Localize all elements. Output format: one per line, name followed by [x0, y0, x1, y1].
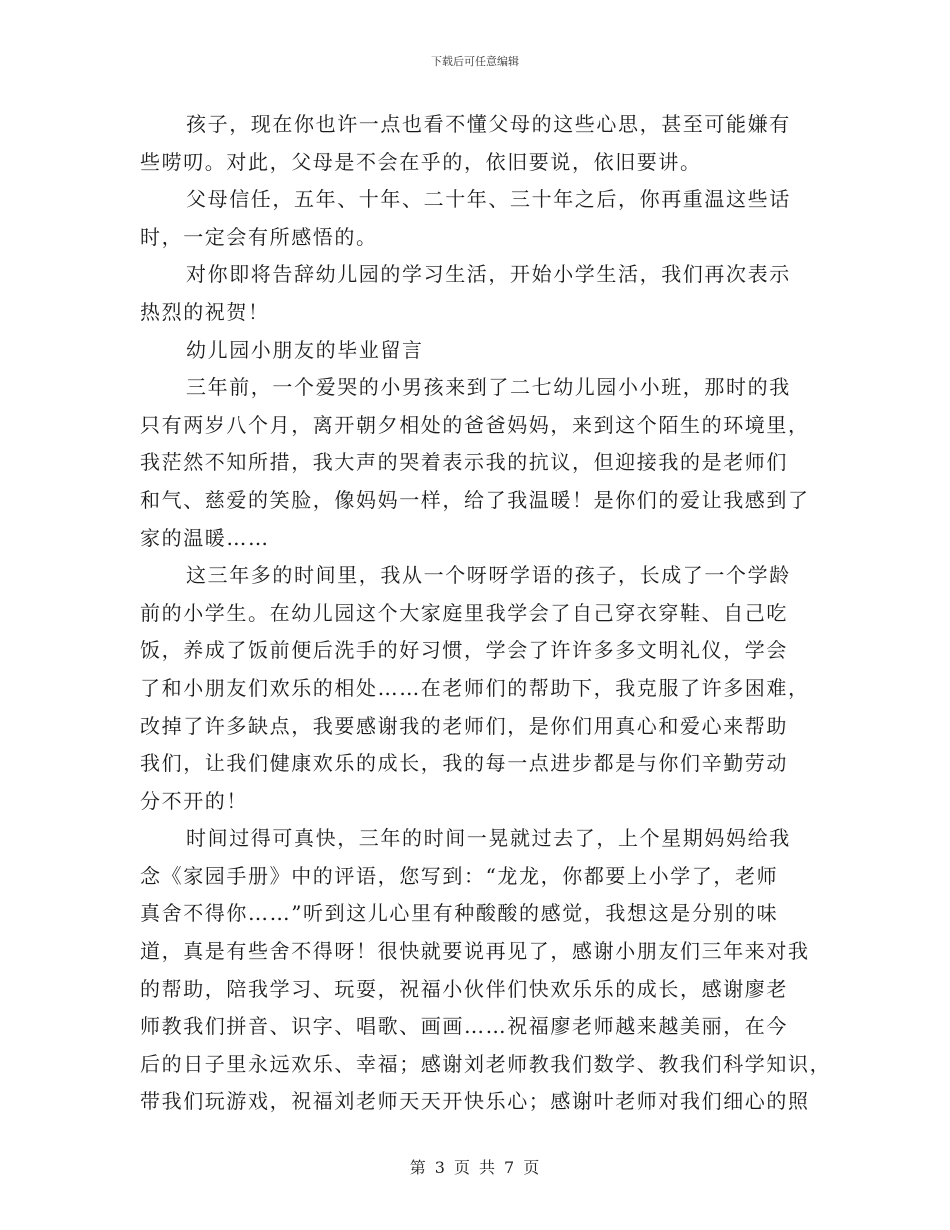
- paragraph-line: 饭，养成了饭前便后洗手的好习惯，学会了许许多多文明礼仪，学会: [140, 638, 788, 663]
- paragraph-line: 父母信任，五年、十年、二十年、三十年之后，你再重温这些话: [186, 187, 791, 212]
- paragraph-line: 的帮助，陪我学习、玩耍，祝福小伙伴们快欢乐乐的成长，感谢廖老: [140, 976, 788, 1001]
- paragraph-line: 师教我们拼音、识字、唱歌、画画……祝福廖老师越来越美丽，在今: [140, 1014, 788, 1039]
- paragraph-line: 对你即将告辞幼儿园的学习生活，开始小学生活，我们再次表示: [186, 262, 791, 287]
- footer-label-total: 共: [479, 1158, 497, 1177]
- footer-label-before: 第: [409, 1158, 427, 1177]
- paragraph-line: 我茫然不知所措，我大声的哭着表示我的抗议，但迎接我的是老师们: [140, 450, 788, 475]
- footer-label-after: 页: [523, 1158, 541, 1177]
- document-body: [140, 106, 832, 1121]
- paragraph-line: 和气、慈爱的笑脸，像妈妈一样，给了我温暖！是你们的爱让我感到了: [140, 487, 810, 512]
- paragraph-line: 改掉了许多缺点，我要感谢我的老师们，是你们用真心和爱心来帮助: [140, 713, 788, 738]
- page-header: 下载后可任意编辑: [431, 55, 519, 68]
- paragraph-line: 分不开的！: [140, 788, 248, 813]
- footer-label-middle: 页: [453, 1158, 471, 1177]
- paragraph-line: 这三年多的时间里，我从一个呀呀学语的孩子，长成了一个学龄: [186, 563, 791, 588]
- paragraph-line: 我们，让我们健康欢乐的成长，我的每一点进步都是与你们辛勤劳动: [140, 751, 788, 776]
- page-footer: [0, 1155, 950, 1178]
- paragraph-line: 些唠叨。对此，父母是不会在乎的，依旧要说，依旧要讲。: [140, 149, 702, 174]
- paragraph-line: 带我们玩游戏，祝福刘老师天天开快乐心；感谢叶老师对我们细心的照: [140, 1089, 810, 1114]
- paragraph-line: 后的日子里永远欢乐、幸福；感谢刘老师教我们数学、教我们科学知识，: [140, 1051, 832, 1076]
- paragraph-line: 时，一定会有所感悟的。: [140, 224, 378, 249]
- paragraph-line: 孩子，现在你也许一点也看不懂父母的这些心思，甚至可能嫌有: [186, 112, 791, 136]
- paragraph-line: 家的温暖……: [140, 525, 270, 550]
- paragraph-line: 念《家园手册》中的评语，您写到：“龙龙，你都要上小学了，老师: [140, 863, 779, 888]
- paragraph-line: 真舍不得你……”听到这儿心里有种酸酸的感觉，我想这是分别的味: [140, 901, 779, 926]
- paragraph-line: 三年前，一个爱哭的小男孩来到了二七幼儿园小小班，那时的我: [186, 375, 791, 400]
- section-heading: 幼儿园小朋友的毕业留言: [186, 337, 424, 362]
- paragraph-line: 前的小学生。在幼儿园这个大家庭里我学会了自己穿衣穿鞋、自己吃: [140, 600, 788, 625]
- current-page-number: 3: [434, 1158, 446, 1177]
- paragraph-line: 热烈的祝贺！: [140, 299, 270, 324]
- paragraph-line: 了和小朋友们欢乐的相处……在老师们的帮助下，我克服了许多困难，: [140, 675, 810, 700]
- paragraph-line: 只有两岁八个月，离开朝夕相处的爸爸妈妈，来到这个陌生的环境里，: [140, 412, 810, 437]
- total-page-count: 7: [504, 1158, 516, 1177]
- paragraph-line: 时间过得可真快，三年的时间一晃就过去了，上个星期妈妈给我: [186, 826, 791, 851]
- paragraph-line: 道，真是有些舍不得呀！很快就要说再见了，感谢小朋友们三年来对我: [140, 939, 810, 964]
